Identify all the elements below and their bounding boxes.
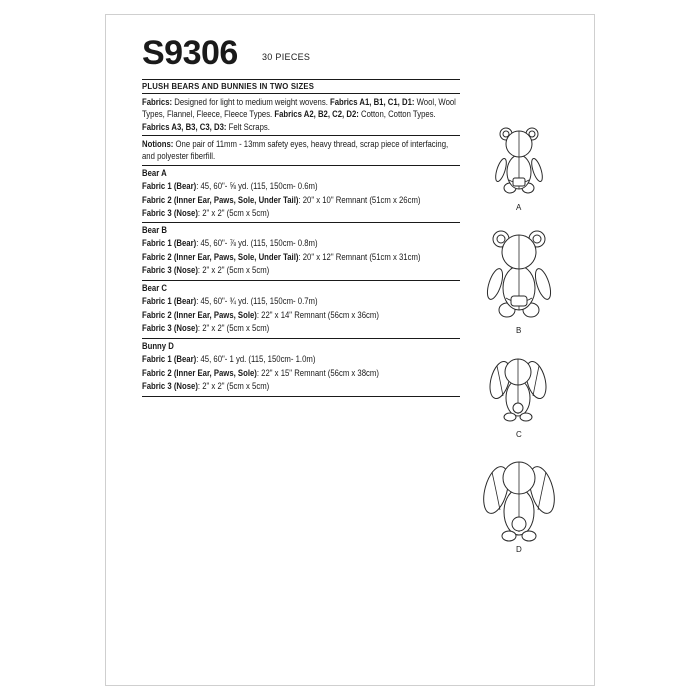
fabric-amount: : 45, 60"- ⅞ yd. (115, 150cm- 0.8m) <box>196 238 318 249</box>
fabric-2-line <box>142 251 469 264</box>
fabric-3-line <box>142 207 469 220</box>
divider <box>142 396 460 397</box>
fabric-amount: : 45, 60"- ¾ yd. (115, 150cm- 0.7m) <box>196 296 318 307</box>
bear-a-illustration <box>492 124 546 196</box>
fabric-amount: : 2" x 2" (5cm x 5cm) <box>197 208 270 219</box>
fabric-3-line <box>142 322 469 335</box>
fabric-amount: : 20" x 12" Remnant (51cm x 31cm) <box>298 251 421 262</box>
view-b-requirements <box>142 224 469 278</box>
notions-label: Notions: <box>142 139 174 149</box>
bear-b-illustration <box>484 226 554 320</box>
fabric-amount: : 45, 60"- 1 yd. (115, 150cm- 1.0m) <box>196 354 316 365</box>
fabric-label: Fabric 3 (Nose) <box>142 208 198 219</box>
view-title: Bunny D <box>142 341 174 351</box>
divider <box>142 222 460 223</box>
fabric-amount: : 22" x 15" Remnant (56cm x 38cm) <box>256 367 379 378</box>
fabric-1-line <box>142 295 469 308</box>
fabrics-section <box>142 96 458 133</box>
fabric-2-line <box>142 367 469 380</box>
view-title: Bear B <box>142 225 167 235</box>
fabric-amount: : 22" x 14" Remnant (56cm x 36cm) <box>256 309 379 320</box>
fabric-label: Fabric 2 (Inner Ear, Paws, Sole) <box>142 309 257 320</box>
fabrics-group3-text: Felt Scraps. <box>226 121 270 132</box>
divider <box>142 165 460 166</box>
notions-section <box>142 138 458 163</box>
fabric-3-line <box>142 380 469 393</box>
fabric-label: Fabric 1 (Bear) <box>142 354 197 365</box>
fabrics-group2-label: Fabrics A2, B2, C2, D2: <box>274 109 359 120</box>
fabrics-group3-label: Fabrics A3, B3, C3, D3: <box>142 121 227 132</box>
fabric-1-line <box>142 180 469 193</box>
divider <box>142 135 460 136</box>
view-c-requirements <box>142 282 469 336</box>
pattern-subtitle: PLUSH BEARS AND BUNNIES IN TWO SIZES <box>142 81 315 91</box>
fabric-amount: : 2" x 2" (5cm x 5cm) <box>197 381 270 392</box>
fabric-3-line <box>142 264 469 277</box>
fabric-2-line <box>142 309 469 322</box>
fabric-label: Fabric 1 (Bear) <box>142 181 197 192</box>
fabric-amount: : 45, 60"- ⅝ yd. (115, 150cm- 0.6m) <box>196 181 318 192</box>
fabrics-label: Fabrics: <box>142 97 173 107</box>
header <box>142 36 238 70</box>
divider <box>142 280 460 281</box>
fabric-amount: : 2" x 2" (5cm x 5cm) <box>197 323 270 334</box>
view-title: Bear C <box>142 283 167 293</box>
fabrics-group2-text: Cotton, Cotton Types. <box>358 109 436 120</box>
fabric-label: Fabric 3 (Nose) <box>142 323 198 334</box>
fabric-1-line <box>142 237 469 250</box>
view-d-requirements <box>142 340 469 394</box>
fabrics-text: Designed for light to medium weight wovens. <box>172 97 331 107</box>
fabric-label: Fabric 2 (Inner Ear, Paws, Sole, Under Tail) <box>142 194 299 205</box>
figure-a-label: A <box>516 203 522 212</box>
figure-b-label: B <box>516 326 522 335</box>
bunny-d-illustration <box>480 454 558 544</box>
view-a-requirements <box>142 167 469 221</box>
fabrics-group1-label: Fabrics A1, B1, C1, D1: <box>330 97 415 107</box>
fabric-label: Fabric 3 (Nose) <box>142 381 198 392</box>
fabric-label: Fabric 1 (Bear) <box>142 296 197 307</box>
fabric-amount: : 20" x 10" Remnant (51cm x 26cm) <box>298 194 421 205</box>
style-number: S9306 <box>142 34 238 72</box>
figure-d-label: D <box>516 545 522 554</box>
bunny-c-illustration <box>487 352 549 424</box>
pieces-count: 30 PIECES <box>262 52 311 62</box>
fabric-amount: : 2" x 2" (5cm x 5cm) <box>197 265 270 276</box>
fabric-label: Fabric 2 (Inner Ear, Paws, Sole) <box>142 367 257 378</box>
figure-c-label: C <box>516 430 522 439</box>
fabrics-group1-text: Wool, Wool Types, Flannel, Fleece, Fleece Types. <box>142 97 456 120</box>
fabric-2-line <box>142 194 469 207</box>
notions-text: One pair of 11mm - 13mm safety eyes, heavy thread, scrap piece of interfacing, and polyester fiberfill. <box>142 139 449 162</box>
divider <box>142 338 460 339</box>
fabric-label: Fabric 2 (Inner Ear, Paws, Sole, Under Tail) <box>142 251 299 262</box>
fabric-label: Fabric 1 (Bear) <box>142 238 197 249</box>
fabric-label: Fabric 3 (Nose) <box>142 265 198 276</box>
divider <box>142 79 460 80</box>
fabric-1-line <box>142 353 469 366</box>
divider <box>142 93 460 94</box>
view-title: Bear A <box>142 168 167 178</box>
